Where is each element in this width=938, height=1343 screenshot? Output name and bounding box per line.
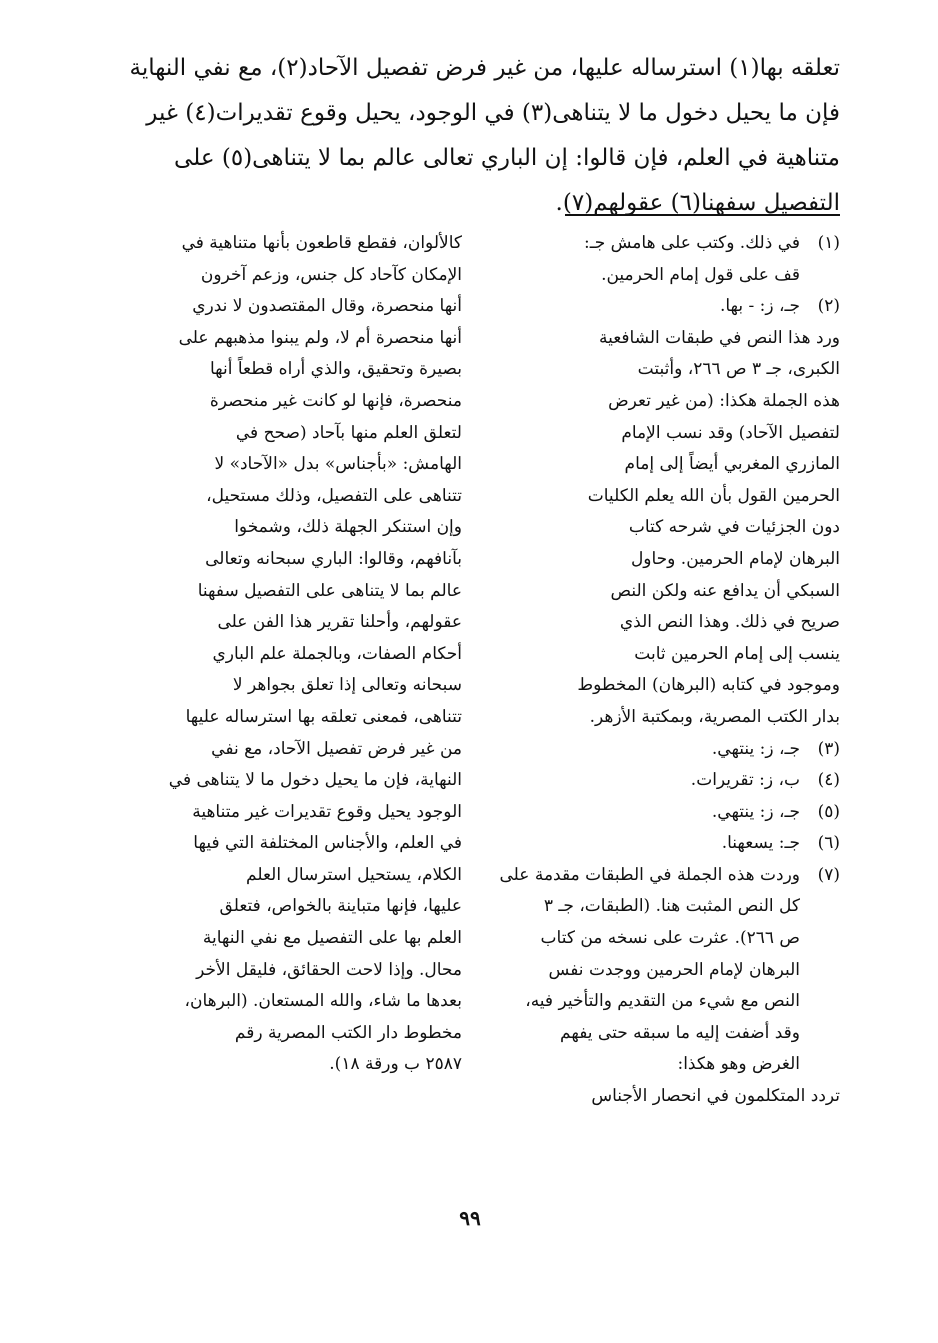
left-column-line: الوجود يحيل وقوع تقديرات غير متناهية (192, 801, 462, 822)
footnote-line: في ذلك. وكتب على هامش جـ: (583, 233, 800, 253)
footnote-6 (500, 828, 840, 860)
footnote-3 (500, 734, 840, 766)
footnote-line: ص ٢٦٦). عثرت على نسخه من كتاب (540, 928, 800, 949)
left-column-line: في العلم، والأجناس المختلفة التي فيها (193, 833, 462, 854)
footnote-number: (٣) (817, 738, 840, 759)
footnote-line: الكبرى، جـ ٣ ص ٢٦٦، وأثبتت (637, 359, 840, 380)
footnote-7 (500, 860, 840, 1081)
left-column-line: من غير فرض تفصيل الآحاد، مع نفي (211, 738, 462, 759)
footnote-line: كل النص المثبت هنا. (الطبقات، جـ ٣ (543, 896, 800, 917)
footnote-line: وموجود في كتابه (البرهان) المخطوط (577, 675, 840, 696)
footnote-number: (٧) (817, 864, 840, 885)
footnote-line: المازري المغربي أيضاً إلى إمام (624, 454, 840, 475)
footnote-2-continuation (500, 323, 840, 734)
footnote-line: هذه الجملة هكذا: (من غير تعرض (608, 390, 840, 411)
footnote-line: جـ: يسعهنا. (721, 833, 800, 854)
left-column-line: بصيرة وتحقيق، والذي أراه قطعاً أنها (209, 359, 462, 380)
footnote-line: قف على قول إمام الحرمين. (601, 264, 800, 285)
left-column-line: أنها منحصرة أم لا، ولم يبنوا مذهبهم على (178, 327, 462, 348)
left-column-line: وإن استنكر الجهلة ذلك، وشمخوا (234, 517, 462, 538)
footnote-line: تردد المتكلمون في انحصار الأجناس (591, 1086, 840, 1107)
footnote-1 (500, 228, 840, 291)
main-text-line: التفصيل سفهنا(٦) عقولهم(٧). (555, 190, 840, 216)
footnote-line: وردت هذه الجملة في الطبقات مقدمة على (499, 864, 800, 885)
footnote-number: (٢) (817, 296, 840, 317)
footnote-line: ينسب إلى إمام الحرمين ثابت (634, 643, 840, 664)
left-column-line: ٢٥٨٧ ب ورقة ١٨). (329, 1054, 462, 1075)
footnote-line: الغرض وهو هكذا: (677, 1054, 800, 1075)
left-column-line: منحصرة، فإنها لو كانت غير منحصرة (209, 390, 462, 411)
left-column-line: لتعلق العلم منها بآحاد (صحح في (235, 422, 462, 443)
footnote-line: وقد أضفت إليه ما سبقه حتى يفهم (560, 1022, 800, 1043)
footnote-line: بدار الكتب المصرية، وبمكتبة الأزهر. (589, 706, 840, 727)
left-column-line: الهامش: «بأجناس» بدل «الآحاد» لا (214, 454, 462, 475)
left-column-line: محال. وإذا لاحت الحقائق، فليقل الأخر (196, 959, 462, 980)
footnote-number: (٦) (817, 833, 840, 854)
page-number: ٩٩ (459, 1206, 481, 1230)
footnote-line: جـ، ز: ينتهي. (711, 738, 800, 759)
footnote-line: البرهان لإمام الحرمين ووجدت نفس (548, 959, 800, 980)
left-column-line: أحكام الصفات، وبالجملة علم الباري (212, 643, 462, 664)
left-column-line: عليها، فإنها متباينة بالخواص، فتعلق (219, 896, 462, 917)
left-column-line: عالم بما لا يتناهى على التفصيل سفهنا (197, 580, 462, 601)
footnote-2 (500, 291, 840, 323)
footnote-divider (565, 214, 840, 216)
footnote-5 (500, 797, 840, 829)
footnote-line: جـ، ز: - بها. (719, 296, 800, 317)
left-column-line: مخطوط دار الكتب المصرية رقم (234, 1022, 462, 1043)
footnote-4 (500, 765, 840, 797)
footnote-number: (٥) (817, 801, 840, 822)
footnote-line: صريح في ذلك. وهذا النص الذي (619, 612, 840, 633)
left-column-line: بعدها ما شاء، والله المستعان. (البرهان، (184, 991, 462, 1012)
footnote-line: جـ، ز: ينتهي. (711, 801, 800, 822)
left-column-line: تتناهى على التفصيل، وذلك مستحيل، (206, 485, 462, 506)
left-column-line: النهاية، فإن ما يحيل دخول ما لا يتناهى في (168, 770, 462, 791)
footnote-line: ب، ز: تقريرات. (690, 770, 800, 791)
footnote-number: (١) (817, 233, 840, 253)
left-column-line: أنها منحصرة، وقال المقتصدون لا ندري (192, 296, 462, 317)
left-column-line: عقولهم، وأحلنا تقرير هذا الفن على (217, 612, 462, 633)
left-column-line: الكلام، يستحيل استرسال العلم (246, 864, 462, 885)
footnotes-column (500, 228, 840, 1113)
footnote-line: الحرمين القول بأن الله يعلم الكليات (587, 485, 840, 506)
footnote-line: دون الجزئيات في شرحه كتاب (628, 517, 840, 538)
main-text-line: متناهية في العلم، فإن قالوا: إن الباري تعالى عالم بما لا يتناهى(٥) على (174, 145, 840, 171)
footnote-number: (٤) (817, 770, 840, 791)
left-column-line: سبحانه وتعالى إذا تعلق بجواهر لا (232, 675, 462, 696)
footnote-7-continuation (500, 1081, 840, 1113)
main-text-block (128, 46, 840, 226)
main-text-line: تعلقه بها(١) استرساله عليها، من غير فرض تفصيل الآحاد(٢)، مع نفي النهاية (129, 55, 840, 81)
footnote-line: البرهان لإمام الحرمين. وحاول (630, 548, 840, 569)
footnote-line: ورد هذا النص في طبقات الشافعية (598, 327, 840, 348)
left-column-line: بآنافهم، وقالوا: الباري سبحانه وتعالى (205, 548, 462, 569)
left-column-line: كالألوان، فقطع قاطعون بأنها متناهية في (181, 233, 462, 253)
left-column-line: الإمكان كآحاد كل جنس، وزعم آخرون (200, 264, 462, 285)
footnote-line: السبكي أن يدافع عنه ولكن النص (610, 580, 840, 601)
left-column-line: العلم بها على التفصيل مع نفي النهاية (202, 928, 462, 949)
main-text-line: فإن ما يحيل دخول ما لا يتناهى(٣) في الوجود، يحيل وقوع تقديرات(٤) غير (146, 100, 840, 126)
footnote-line: لتفصيل الآحاد) وقد نسب الإمام (621, 422, 840, 443)
left-footnote-column (128, 228, 462, 1081)
footnote-line: النص مع شيء من التقديم والتأخير فيه، (525, 991, 800, 1012)
left-column-line: تتناهى، فمعنى تعلقه بها استرساله عليها (185, 706, 462, 727)
